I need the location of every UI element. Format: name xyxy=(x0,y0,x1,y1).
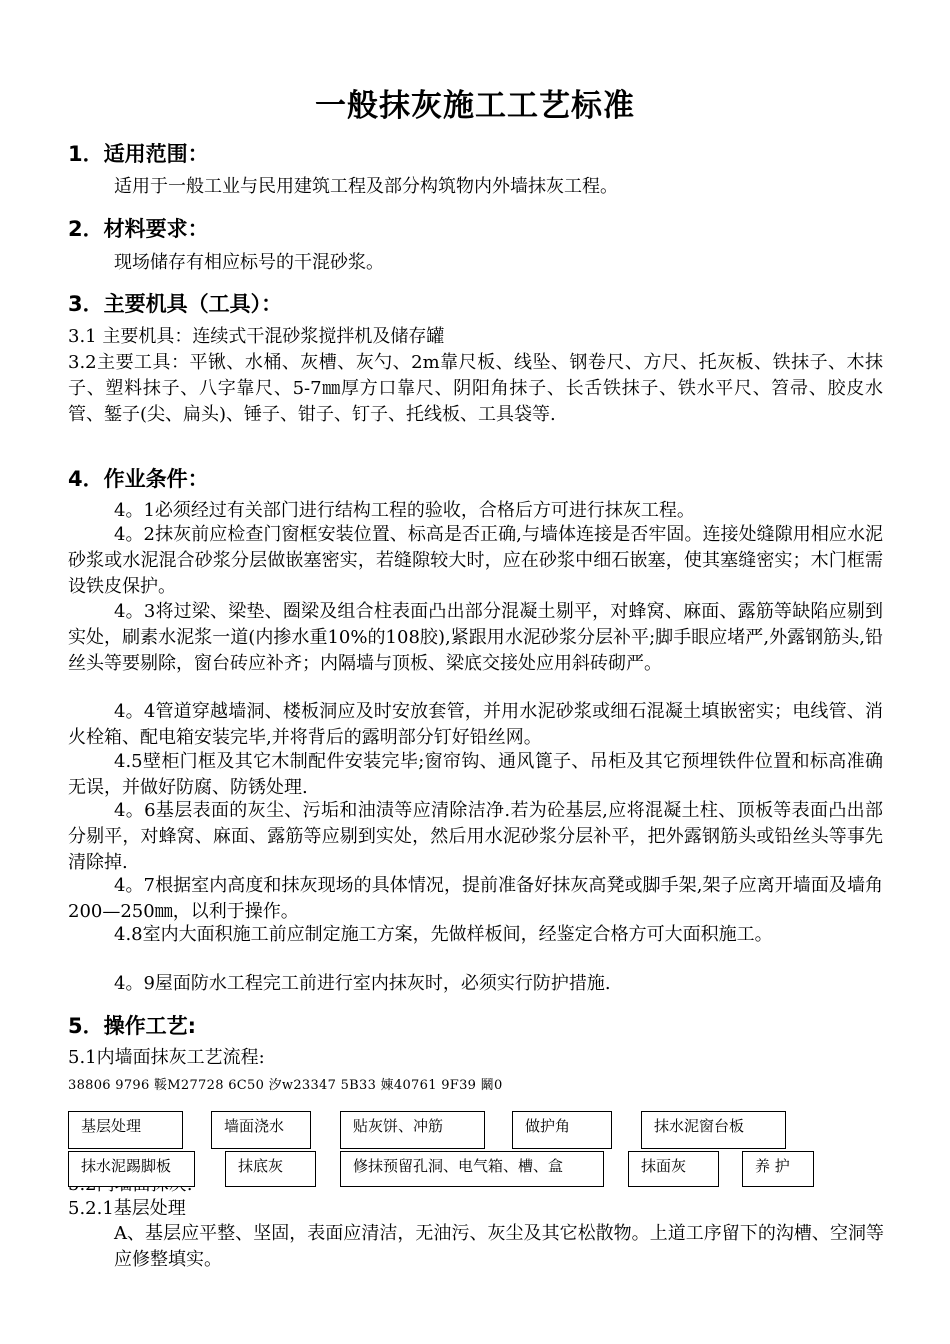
section-1-heading: 1．适用范围： xyxy=(68,142,209,166)
condition-4-1: 4。1必须经过有关部门进行结构工程的验收，合格后方可进行抹灰工程。 xyxy=(114,500,695,521)
condition-4-2: 4。2抹灰前应检查门窗框安装位置、标高是否正确,与墙体连接是否牢固。连接处缝隙用相应水泥砂浆或水泥混合砂浆分层做嵌塞密实，若缝隙较大时，应在砂浆中细石嵌塞，使其塞缝密实；木门框需设铁皮保护。 xyxy=(68,524,883,597)
flow-step-window-sill: 抹水泥窗台板 xyxy=(641,1111,786,1149)
flow-step-plaster-cakes: 贴灰饼、冲筋 xyxy=(340,1111,485,1149)
subsection-5-2-1-text: A、基层应平整、坚固，表面应清洁，无油污、灰尘及其它松散物。上道工序留下的沟槽、空洞等应修整填实。 xyxy=(114,1223,884,1270)
flow-title: 5.1内墙面抹灰工艺流程: xyxy=(68,1047,265,1068)
section-2-heading: 2．材料要求： xyxy=(68,217,209,241)
section-2-text: 现场储存有相应标号的干混砂浆。 xyxy=(114,252,384,273)
condition-4-8: 4.8室内大面积施工前应制定施工方案，先做样板间，经鉴定合格方可大面积施工。 xyxy=(114,924,773,945)
flow-step-finish-coat: 抹面灰 xyxy=(628,1151,719,1187)
section-5-heading: 5．操作工艺: xyxy=(68,1014,197,1038)
section-3-item-1: 3.1 主要机具：连续式干混砂浆搅拌机及储存罐 xyxy=(68,326,445,347)
section-1-text: 适用于一般工业与民用建筑工程及部分构筑物内外墙抹灰工程。 xyxy=(114,176,618,197)
flow-step-curing: 养 护 xyxy=(742,1151,814,1187)
condition-4-7: 4。7根据室内高度和抹灰现场的具体情况，提前准备好抹灰高凳或脚手架,架子应离开墙面及墙角200—250㎜，以利于操作。 xyxy=(68,875,883,922)
flow-step-base-treatment: 基层处理 xyxy=(68,1111,183,1149)
condition-4-4: 4。4管道穿越墙洞、楼板洞应及时安放套管，并用水泥砂浆或细石混凝土填嵌密实；电线管、消火栓箱、配电箱安装完毕,并将背后的露明部分钉好铅丝网。 xyxy=(68,701,883,748)
garbled-code-line: 38806 9796 鞖M27728 6C50 汐w23347 5B33 娻40761 9F39 鬫0 xyxy=(68,1078,503,1093)
flow-step-reserved-holes: 修抹预留孔洞、电气箱、槽、盒 xyxy=(340,1151,604,1187)
page-title: 一般抹灰施工工艺标准 xyxy=(315,88,635,124)
subsection-5-2-1: 5.2.1基层处理 xyxy=(68,1198,186,1219)
condition-4-3: 4。3将过梁、梁垫、圈梁及组合柱表面凸出部分混凝土剔平，对蜂窝、麻面、露筋等缺陷应剔到实处，刷素水泥浆一道(内掺水重10%的108胶),紧跟用水泥砂浆分层补平;脚手眼应堵严,外露钢筋头,铅丝头等要剔除，窗台砖应补齐；内隔墙与顶板、梁底交接处应用斜砖砌严。 xyxy=(68,601,883,674)
flow-step-wall-watering: 墙面浇水 xyxy=(211,1111,311,1149)
condition-4-5: 4.5壁柜门框及其它木制配件安装完毕;窗帘钩、通风篦子、吊柜及其它预埋铁件位置和标高准确无误，并做好防腐、防锈处理. xyxy=(68,751,883,798)
condition-4-9: 4。9屋面防水工程完工前进行室内抹灰时，必须实行防护措施. xyxy=(114,973,611,994)
flow-step-base-coat: 抹底灰 xyxy=(225,1151,316,1187)
section-4-heading: 4．作业条件： xyxy=(68,467,209,491)
section-3-item-2: 3.2主要工具：平锹、水桶、灰槽、灰勺、2m靠尺板、线坠、钢卷尺、方尺、托灰板、铁抹子、木抹子、塑料抹子、八字靠尺、5-7㎜厚方口靠尺、阴阳角抹子、长舌铁抹子、铁水平尺、笤帚、胶皮水管、錾子(尖、扁头)、锤子、钳子、钉子、托线板、工具袋等. xyxy=(68,352,883,425)
section-3-heading: 3．主要机具（工具）： xyxy=(68,292,283,316)
condition-4-6: 4。6基层表面的灰尘、污垢和油渍等应清除洁净.若为砼基层,应将混凝土柱、顶板等表面凸出部分剔平，对蜂窝、麻面、露筋等应剔到实处，然后用水泥砂浆分层补平，把外露钢筋头或铅丝头等事先清除掉. xyxy=(68,800,883,873)
flow-step-skirting: 抹水泥踢脚板 xyxy=(68,1151,195,1187)
flow-step-corner-guard: 做护角 xyxy=(512,1111,612,1149)
